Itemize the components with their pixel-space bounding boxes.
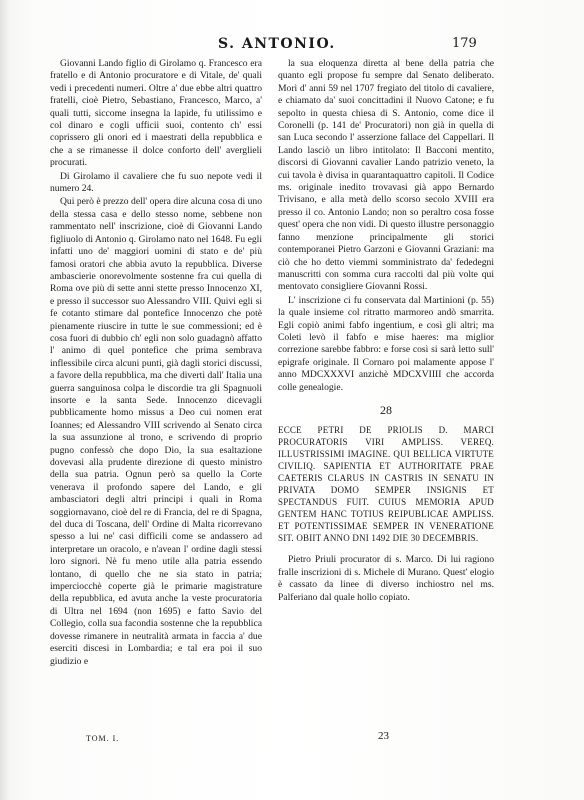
gathering-number: 23 [378, 730, 389, 742]
section-number: 28 [380, 402, 392, 417]
page-number: 179 [452, 36, 477, 51]
paragraph: L' inscrizione ci fu conservata dal Martinioni (p. 55) la quale insieme col ritratto marmoreo andò smarrita. Egli copiò animi fabfo ingentium, e così gli altri; ma Coleti levò il fabfo e mise haeres: ma miglior correzione sarebbe fabbro: e forse così si sarà letto sull' epigrafe originale. Il Cornaro poi malamente appose l' anno MDCXXXVI anzichè MDCXVIIII che accorda colle genealogie. [278, 294, 494, 393]
left-column [50, 58, 262, 669]
gutter-shadow [0, 0, 10, 800]
paragraph: Pietro Priuli procurator di s. Marco. Di lui ragiono fralle inscrizioni di s. Michele di Murano. Quest' elogio è cassato da linee di diverso inchiostro nel ms. Palferiano dal quale hollo copiato. [278, 554, 494, 603]
paragraph: Giovanni Lando figlio di Girolamo q. Francesco era fratello e di Antonio procuratore e di Vitale, de' quali vedi i precedenti numeri. Oltre a' due ebbe altri quattro fratelli, cioè Pietro, Sebastiano, Francesco, Marco, a' quali tutti, siccome insegna la lapide, fu utilissimo e col dinaro e cogli ufficii suoi, contento ch' essi coprissero gli onori ed i maestrati della repubblica e che a se rimanesse il dolce conforto dell' averglieli procurati. [50, 58, 262, 169]
signature-mark: TOM. I. [86, 734, 120, 743]
paragraph: Qui però è prezzo dell' opera dire alcuna cosa di uno della stessa casa e dello stesso nome, sebbene non rammentato nell' inscrizione, cioè di Giovanni Lando figliuolo di Antonio q. Girolamo nato nel 1648. Fu egli infatti uno de' maggiori uomini di stato e de' più famosi oratori che abbia avuto la repubblica. Diverse ambascierie onorevolmente sostenne fra cui quella di Roma ove più di sette anni stette presso Innocenzo XI, e presso il successor suo Alessandro VIII. Quivi egli si fe cotanto stimare dal pontefice Innocenzo che potè pienamente riuscire in tutte le sue commessioni; ed è cosa fuori di dubbio ch' egli non solo guadagnò affatto l' animo di quel pontefice che prima sembrava inflessibile circa alcuni punti, già dagli storici discussi, a favore della repubblica, ma che divertì dall' Italia una guerra sanguinosa colpa le discordie tra gli Spagnuoli insorte e la santa Sede. Innocenzo dicevagli pubblicamente homo missus a Deo cui nomen erat Ioannes; ed Alessandro VIII scrivendo al Senato circa la sua assunzione al trono, e scrivendo di proprio pugno confessò che dopo Dio, la sua esaltazione dovevasi alla prudente direzione di questo ministro della sua patria. Ognun però sa quello la Corte venerava il profondo sapere del Lando, e gli ambasciatori degli altri principi i quali in Roma soggiornavano, cioè del re di Francia, del re di Spagna, del duca di Toscana, dell' Ordine di Malta ricorrevano spesso a lui ne' casi difficili come se andassero ad interpretare un oracolo, e n'avean l' ordine dagli stessi loro signori. Nè fu meno utile alla patria essendo lontano, di quello che ne sia stato in patria; imperciocchè coperte già le primarie magistrature della repubblica, ed avuta anche la veste procuratoria di Ultra nel 1694 (non 1695) e fatto Savio del Collegio, colla sua facondia sostenne che la repubblica dovesse rimanere in neutralità armata in faccia a' due eserciti discesi in Lombardia; e tal era poi il suo giudizio e [50, 196, 262, 667]
paragraph: la sua eloquenza diretta al bene della patria che quanto egli propose fu sempre dal Senato deliberato. Morì d' anni 59 nel 1707 fregiato del titolo di cavaliere, e chiamato da' suoi concittadini il Nuovo Catone; e fu sepolto in questa chiesa di S. Antonio, come dice il Coronelli (p. 141 de' Procuratori) non già in quella di san Luca secondo l' asserzione fallace del Cappellari. Il Lando lasciò un libro intitolato: Il Bacconi mentito, discorsi di Giovanni cavalier Lando patrizio veneto, la cui tavola è divisa in quarantaquattro capitoli. Il Codice ms. originale inedito trovavasi già appo Bernardo Trivisano, e alla metà dello scorso secolo XVIII era presso il co. Antonio Lando; non so peraltro cosa fosse quest' opera che non vidi. Di questo illustre personaggio fanno menzione principalmente gli storici contemporanei Pietro Garzoni e Giovanni Graziani: ma ciò che ho detto viemmi somministrato da' fededegni manuscritti con somma cura raccolti dal più volte qui mentovato consigliere Giovanni Rossi. [278, 58, 494, 293]
paragraph: Di Girolamo il cavaliere che fu suo nepote vedi il numero 24. [50, 170, 262, 195]
latin-inscription: ECCE PETRI DE PRIOLIS D. MARCI PROCURATORIS VIRI AMPLISS. VEREQ. ILLUSTRISSIMI IMAGINE. QUI BELLICA VIRTUTE CIVILIQ. SAPIENTIA ET AUTHORITATE PRAE CAETERIS CLARUS IN CASTRIS IN SENATU IN PRIVATA DOMO SEMPER INSIGNIS ET SPECTANDUS FUIT. CUIUS MEMORIA APUD GENTEM HANC TOTIUS REIPUBLICAE AMPLISS. ET POTENTISSIMAE SEMPER IN VENERATIONE SIT. OBIIT ANNO DNI 1492 DIE 30 DECEMBRIS. [278, 425, 494, 544]
running-head: S. ANTONIO. [218, 36, 336, 52]
right-column [278, 58, 494, 605]
